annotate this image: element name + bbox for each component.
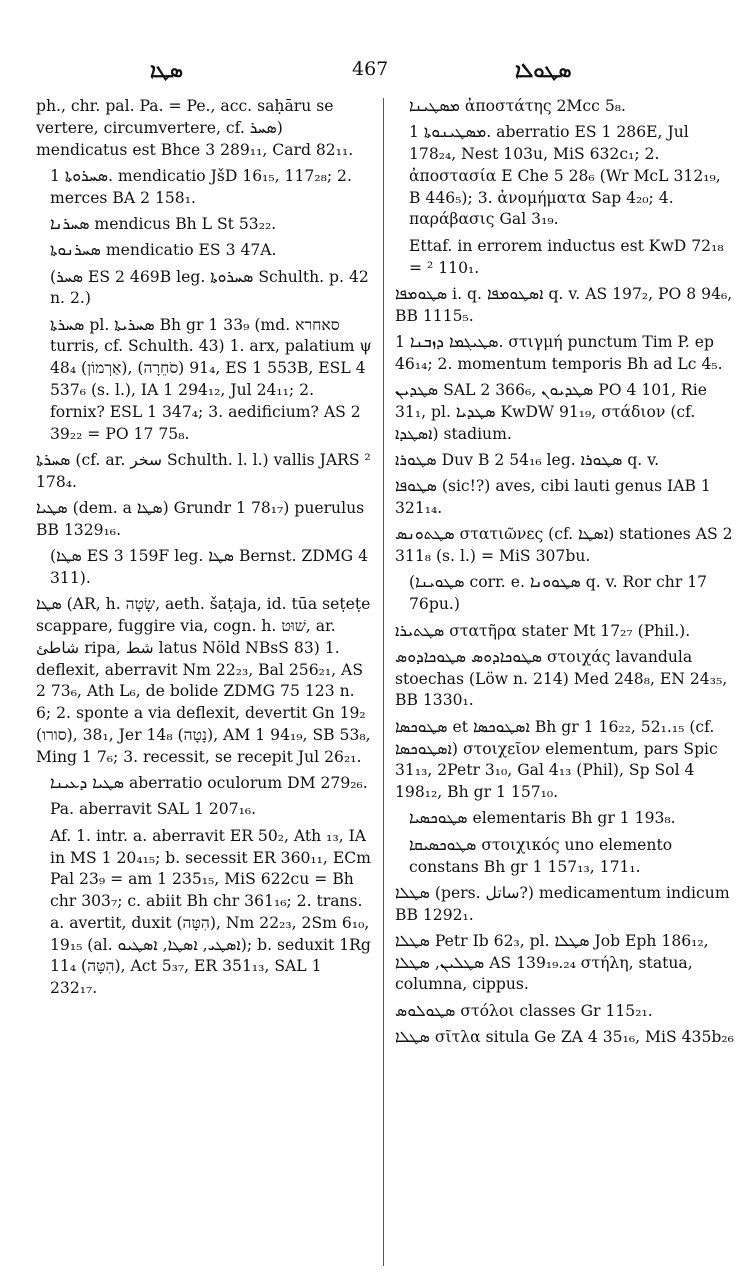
- dictionary-entry: ܣܛܠܐ σῖτλα situla Ge ZA 4 35₁₆, MiS 435b₂₆: [395, 1028, 734, 1047]
- column-divider: [383, 98, 384, 1266]
- dictionary-entry: ܣܛܠܐ (pers. ساتل?) medicamentum indicum BB 1292₁.: [395, 883, 730, 924]
- right-column: [395, 96, 735, 1053]
- dictionary-entry: ܣܛܬܘܢܣ στατιῶνες (cf. ܐܣܛܐ) stationes AS 2 311₈ (s. l.) = MiS 307bu.: [395, 525, 733, 566]
- dictionary-entry: (ܣܛܘܝܢܐ corr. e. ܣܛܘܘܢܐ q. v. Ror chr 17 76pu.): [409, 573, 708, 614]
- dictionary-entry: (ܣܚܪ ES 2 469B leg. ܣܚܪܘܬܐ Schulth. p. 42 n. 2.): [50, 267, 369, 308]
- dictionary-entry: ܣܛܘܟܐܕܘܣ ܣܛܘܟܐܕܘܣ στοιχάς lavandula stoechas (Löw n. 214) Med 248₈, EN 24₃₅, BB 1330₁.: [395, 647, 728, 710]
- dictionary-entry: ܣܛܝܓܡܐ ܕܙܒܢܐ 1. στιγμή punctum Tim P. ep 46₁₄; 2. momentum temporis Bh ad Lc 4₅.: [395, 332, 723, 373]
- dictionary-entry: ܣܛܘܠܘܣ στόλοι classes Gr 115₂₁.: [395, 1001, 653, 1020]
- dictionary-entry: ܡܣܛܝܢܘܬܐ 1. aberratio ES 1 286E, Jul 178₂₄, Nest 103u, MiS 632c₁; 2. ἀποστασία E Che 5 28₆ (Wr McL 312₁₉, B 446₅); 3. ἀνομήματα Sap 4₂₀; 4. παράβασις Gal 3₁₉.: [409, 123, 721, 229]
- dictionary-entry: ܣܚܪܢܘܬܐ mendicatio ES 3 47A.: [50, 241, 277, 260]
- dictionary-entry: ܣܚܪܢܐ mendicus Bh L St 53₂₂.: [50, 214, 277, 233]
- dictionary-entry: ܣܛܘܟܣܐ et ܐܣܛܘܟܣܐ Bh gr 1 16₂₂, 52₁.₁₅ (cf. ܐܣܛܘܟܣܐ) στοιχεῖον elementum, pars Spic 31₁₃, 2Petr 3₁₀, Gal 4₁₃ (Phil), Sp Sol 4 198₁₂, Bh gr 1 157₁₀.: [395, 717, 718, 802]
- left-column: [36, 96, 372, 1005]
- dictionary-entry: ܣܛܘܦܐ (sic!?) aves, cibi lauti genus IAB 1 321₁₄.: [395, 477, 711, 518]
- dictionary-entry: ܣܛܬܝܪܐ στατῆρα stater Mt 17₂₇ (Phil.).: [395, 621, 691, 640]
- dictionary-entry: ܣܚܪܬܐ pl. ܣܚܪܝܬܐ Bh gr 1 33₉ (md. סאחרא turris, cf. Schulth. 43) 1. arx, palatium ψ 48₄ (אַרְמוֹן), 91₄ (סֹחֵרָה), ES 1 553B, ESL 4 537₆ (s. l.), IA 1 294₁₂, Jul 24₁₁; 2. fornix? ESL 1 347₄; 3. aedificium? AS 2 39₂₂ = PO 17 75₈.: [50, 315, 372, 443]
- dictionary-entry: Pa. aberravit SAL 1 207₁₆.: [50, 800, 257, 819]
- dictionary-entry: Ettaf. in errorem inductus est KwD 72₁₈ = ² 110₁.: [409, 236, 724, 277]
- dictionary-entry: ܡܣܛܝܢܐ ἀποστάτης 2Mcc 5₈.: [409, 97, 626, 115]
- header-right-word: ܣܛܘܠܐ: [515, 58, 572, 82]
- dictionary-entry: ܣܛܘܪܐ Duv B 2 54₁₆ leg. ܣܛܘܪܐ q. v.: [395, 450, 660, 469]
- dictionary-entry: (ܣܛܐ ES 3 159F leg. ܣܛܐ Bernst. ZDMG 4 311).: [50, 547, 369, 587]
- dictionary-entry: Af. 1. intr. a. aberravit ER 50₂, Ath ₁₃, IA in MS 1 20₄₁₅; b. secessit ER 360₁₁, ECm Pal 23₉ = am 1 235₁₅, MiS 622cu = Bh chr 303₇; c. abiit Bh chr 361₁₆; 2. trans. a. avertit, duxit (הִטָּה), Nm 22₂₃, 2Sm 6₁₀, 19₁₅ (al. ܐܣܛܝ, ܐܣܛܐ, ܐܣܛܝܘ); b. seduxit 1Rg 11₄ (הִטָּה), Act 5₃₇, ER 351₁₃, SAL 1 232₁₇.: [50, 826, 371, 998]
- dictionary-entry: ܣܚܪܘܬܐ 1. mendicatio JšD 16₁₅, 117₂₈; 2. merces BA 2 158₁.: [50, 166, 352, 207]
- dictionary-entry: ܣܛܝܐ (dem. a ܣܛܐ) Grundr 1 78₁₇) puerulus BB 1329₁₆.: [36, 499, 365, 539]
- dictionary-entry: ܣܛܘܟܣܝܩܐ στοιχικός uno elemento constans Bh gr 1 157₁₃, 171₁.: [409, 835, 673, 876]
- page-number: 467: [352, 58, 389, 80]
- dictionary-entry: ܣܛܕܝܢ SAL 2 366₆, ܣܛܕܝܘܢ PO 4 101, Rie 31₁, pl. ܣܛܕܝܐ KwDW 91₁₉, στάδιον (cf. ܐܣܛܕܐ) stadium.: [395, 381, 708, 443]
- dictionary-entry: ܣܛܐ (AR, h. שָׂטָה, aeth. šaṭaja, id. tūa seṭeṭe scappare, fuggire via, cogn. h. שׁוּט, ar. شاطئ ripa, شط latus Nöld NBsS 83) 1. deflexit, aberravit Nm 22₂₃, Bal 256₂₁, AS 2 73₆, Ath L₆, de bolide ZDMG 75 123 n. 6; 2. sponte a via deflexit, devertit Gn 19₂ (סורו), 38₁, Jer 14₈ (נָטָה), AM 1 94₁₉, SB 53₈, Ming 1 7₆; 3. recessit, se recepit Jul 26₂₁.: [36, 595, 371, 766]
- dictionary-entry: ܣܚܪܬܐ (cf. ar. سخر Schulth. l. l.) vallis JARS ² 178₄.: [36, 450, 371, 491]
- dictionary-entry: ܣܛܘܡܦܐ i. q. ܐܣܛܘܡܦܐ q. v. AS 197₂, PO 8 94₆, BB 1115₅.: [395, 284, 733, 325]
- dictionary-entry: ܣܛܘܟܣܝܐ elementaris Bh gr 1 193₈.: [409, 809, 676, 828]
- dictionary-entry: ph., chr. pal. Pa. = Pe., acc. saḥāru se vertere, circumvertere, cf. ܣܚܪ) mendicatus est Bhce 3 289₁₁, Card 82₁₁.: [36, 97, 354, 159]
- header-left-word: ܣܛܐ: [150, 58, 183, 82]
- dictionary-entry: ܣܛܠܐ Petr Ib 62₃, pl. ܣܛܠܐ Job Eph 186₁₂, ܣܛܠܝܢ, ܣܛܠܐ AS 139₁₉.₂₄ στήλη, statua, columna, cippus.: [395, 931, 709, 994]
- dictionary-entry: ܣܛܝܐ ܕܥܝܢܐ aberratio oculorum DM 279₂₆.: [50, 774, 368, 793]
- page-header: [0, 58, 750, 88]
